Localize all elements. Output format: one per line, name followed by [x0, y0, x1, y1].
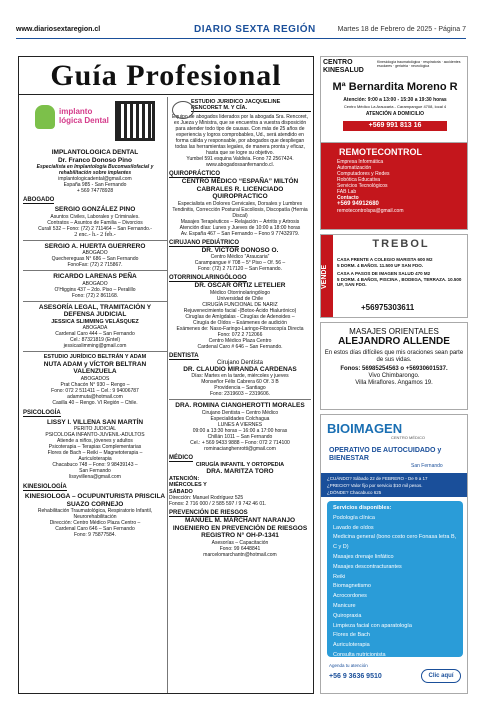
- kinesalud-phone[interactable]: +569 991 813 16: [343, 121, 447, 131]
- chiro-line: Atención días: Lunes y Jueves de 10:00 a 18:00 horas: [179, 224, 301, 231]
- lawyer-5-head: ESTUDIO JURÍDICO BELTRÁN Y ADAM: [43, 354, 147, 360]
- divider: [169, 399, 311, 400]
- ent-line: Rejuvenecimiento facial -(Botox-Ácido Hialurónico): [183, 307, 297, 314]
- rencoret-web[interactable]: www.abogadossanfernando.cl.: [205, 162, 275, 168]
- dentist-2-line: 09:00 a 13:30 horas – 16:00 a 17:00 horas: [192, 427, 288, 434]
- remotecontrol-item: Empresa Informática: [337, 159, 384, 165]
- section-prevencion: PREVENCIÓN DE RIESGOS: [169, 510, 248, 516]
- service-item: Acrocordones: [333, 593, 367, 600]
- ent-line: Cirugía de Oídos – Exámenes de audición: [193, 319, 287, 326]
- kine-line: Cardenal Caro 646 – San Fernando: [55, 526, 135, 532]
- lawyer-1-line: Contratos – Asuntos de Familia – Divorcios: [47, 219, 143, 226]
- professional-guide: [18, 56, 314, 694]
- psychologist-line: Psicoterapia – Terapias Complementarias: [48, 444, 142, 450]
- implant-ad: [23, 97, 167, 147]
- rencoret-phone: Yumbel 591 esquina Valdivia. Fono 72 2567424.: [186, 156, 294, 162]
- psychologist-email[interactable]: lissyvillena@gmail.com: [69, 474, 121, 480]
- service-item: Quiropraxia: [333, 612, 362, 619]
- remotecontrol-ad[interactable]: [320, 142, 468, 230]
- bioimagen-services: [327, 501, 463, 657]
- kinesalud-home: ATENCIÓN A DOMICILIO: [365, 111, 425, 117]
- justice-scale-icon: [172, 101, 194, 119]
- lawyer-4-sub: JESSICA SLIMMING VELÁSQUEZ: [51, 318, 139, 325]
- masajes-city: Vivo Chimbarongo.: [368, 373, 420, 379]
- trebol-vende: VENDE: [321, 235, 333, 318]
- site-url[interactable]: www.diariosextaregion.cl: [16, 26, 101, 33]
- dentist-2-line: LUNES A VIERNES: [217, 421, 263, 428]
- kine-line: Rehabilitación Traumatológica, Respiratorio Infantil, Neurorehabilitación: [37, 508, 153, 520]
- divider: [23, 351, 167, 352]
- divider: [23, 301, 167, 302]
- remotecontrol-item: Robótica Educativa: [337, 177, 381, 183]
- chiro-line: Masajes Terapéuticos – Relajación – Artritis y Artrosis: [180, 218, 300, 225]
- dentist-2-line: Cel.: + 569 9433 9888 – Fono: 072 2 714100: [190, 439, 290, 446]
- dentist-2-email[interactable]: rominacianghenrotti@gmail.com: [204, 445, 276, 452]
- remotecontrol-item: Computadores y Redes: [337, 171, 390, 177]
- surgeon-line: Centro Médico “Araucaria”: [210, 254, 270, 260]
- newspaper-name: DIARIO SEXTA REGIÓN: [194, 24, 316, 35]
- remotecontrol-email[interactable]: remotecontrolspa@gmail.com: [337, 208, 404, 214]
- ent-name: DR. ÓSCAR ORTIZ LETELIER: [194, 282, 286, 289]
- service-item: Auriculoterapia: [333, 642, 370, 649]
- service-item: Biomagnetismo: [333, 583, 371, 590]
- service-item: Podología clínica: [333, 514, 375, 521]
- masajes-address: Villa Miraflores. Angamos 19.: [355, 380, 433, 386]
- surgeon-name: DR. VÍCTOR DONOSO O.: [201, 246, 279, 254]
- divider: [23, 240, 167, 241]
- tooth-icon: [35, 105, 55, 129]
- ent-line: Universidad de Chile: [216, 295, 264, 302]
- bioimagen-operativo: OPERATIVO DE AUTOCUIDADO y BIENESTAR: [329, 447, 442, 462]
- doctor-address: Dirección: Manuel Rodríguez 525: [169, 495, 244, 501]
- dentist-2-line: Especialidades Colchagua: [210, 415, 270, 422]
- remotecontrol-contact: Contacto: [337, 195, 359, 201]
- kine-line: Fono: 9 75877584.: [74, 532, 116, 538]
- lawyer-2-line: FonoFax: (72) 2 715867.: [67, 262, 123, 268]
- service-item: Reiki: [333, 573, 346, 580]
- lawyer-4-name: ASESORÍA LEGAL, TRAMITACIÓN Y DEFENSA JUDICIAL: [38, 303, 152, 318]
- prevention-line: Fono: 99 6448841: [219, 545, 261, 552]
- dentist-1-line: Monseñor Félix Cabrera 60 Of. 3 B: [201, 379, 279, 385]
- surgeon-line: Carampangue # 708 – 5° Piso – Of. 56 –: [194, 260, 286, 266]
- lawyer-5-name: NUTA ADAM y VÍCTOR BELTRAN VALENZUELA: [43, 360, 147, 375]
- implant-specialty: Especialista en Implantología Bucomaxilofacial y rehabilitación sobre implantes: [36, 164, 154, 176]
- trebol-line: 5 DORM. 4 BAÑOS, PISCINA , BODEGA, TERRAZA. 10.500 UF, SAN FDO.: [337, 276, 462, 287]
- bioimagen-where: ¿DÓNDE? Chacabuco 625: [327, 490, 382, 495]
- prevention-name: MANUEL M. MARCHANT NARANJO INGENIERO EN PREVENCIÓN DE RIESGOS REGISTRO N° OH-P-1341: [172, 517, 308, 539]
- bioimagen-sub: CENTRO MÉDICO: [391, 435, 425, 440]
- dentist-1-line: Días: Martes en la tarde, miércoles y jueves: [191, 373, 289, 379]
- rencoret-body: Equipo de abogados liderados por la abogada Sra. Rencoret, ex Jueza y Ministra, que se encuentra a vuestra disposición para atender todo tipo de causas. Con más de 25 años de experiencia y logros comprobables, Ud., será atendido en forma cálida y responsable, por abogados que despliegan todas las herramientas legales, de manera pronta y eficaz, hasta que se logre su objetivo.: [172, 114, 308, 156]
- psychologist-line: Chacabuco 748 – Fono: 9 98439143 –: [52, 462, 138, 468]
- lawyer-3-line: Fono: (72) 2 861168.: [71, 292, 119, 299]
- service-item: Flores de Bach: [333, 632, 370, 639]
- section-cirujano: CIRUJANO PEDIÁTRICO: [169, 239, 240, 246]
- lawyer-2-name: SERGIO A. HUERTA GUERRERO: [44, 242, 146, 250]
- dentist-2-line: Chillán 1011 – San Fernando: [207, 433, 273, 440]
- dentist-2-line: Cirujano Dentista – Centro Médico: [201, 409, 279, 416]
- section-otorrino: OTORRINOLARINGÓLOGO: [169, 275, 247, 281]
- ent-line: CIRUGÍA FUNCIONAL DE NARIZ: [202, 301, 278, 308]
- lawyer-1-line: Curalí 532 – Fono: (72) 2 711464 – San Fernando.-: [38, 225, 152, 232]
- lawyer-3-line: O'Higgins 437 – 2do. Piso – Peralillo: [54, 286, 136, 293]
- bioimagen-when: ¿CUÁNDO? Sábado 22 de FEBRERO - De 9 a 17: [327, 476, 428, 481]
- trebol-phone[interactable]: +56975303611: [361, 303, 415, 312]
- lawyer-2-line: Quechereguas N° 686 – San Fernando: [51, 256, 139, 262]
- service-item: Masajes descontracturantes: [333, 563, 402, 570]
- lawyer-5-line: Prat Chacón N° 930 – Rengo –: [60, 381, 130, 388]
- psychologist-line: San Fernando: [79, 468, 111, 474]
- doctor-name: DRA. MARITZA TORO: [206, 468, 274, 475]
- trebol-logo: TREBOL: [372, 238, 430, 250]
- trebol-line: CASA A PASOS DE IMAGEN SALUD 470 M2: [337, 271, 431, 276]
- chiro-line: Av. España 467 – San Fernando – Fono 9 77432979.: [180, 230, 300, 237]
- lawyer-5-line[interactable]: adammuta@hotmail.com: [67, 393, 123, 400]
- remotecontrol-item: Servicios Tecnológicos: [337, 183, 388, 189]
- kine-name: KINESIOLOGA – OCUPUNTURISTA PRISCILA SUAZO CORNEJO: [24, 493, 166, 508]
- service-item: Manicure: [333, 602, 356, 609]
- surgeon-line: Fono: (72) 2 717120 – San Fernando.: [198, 266, 282, 272]
- lawyer-1-line: Asuntos Civiles, Laborales y Criminales.: [50, 213, 140, 220]
- ent-line: Centro Médico Plaza Centro: [208, 337, 272, 344]
- chiro-line: Especialista en Dolores Cervicales, Dorsales y Lumbres Tendinitis, Corrección Postural Escoliosis, Discopatía (Hernia Discal): [172, 200, 308, 219]
- section-psicologia: PSICOLOGÍA: [23, 409, 61, 416]
- trebol-ad[interactable]: [320, 234, 468, 318]
- section-medico: MÉDICO: [169, 454, 193, 461]
- masajes-name: ALEJANDRO ALLENDE: [338, 336, 450, 347]
- service-item: Consulta nutricionista: [333, 651, 386, 658]
- lawyer-4-line: Cel.: 87321819 (Entel): [69, 337, 121, 343]
- lawyer-4-line[interactable]: jessicaslimming@gmail.com: [63, 343, 127, 349]
- dentist-1-name: DR. CLAUDIO MIRANDA CARDENAS: [183, 365, 297, 373]
- services-title: Servicios disponibles:: [333, 505, 392, 511]
- rencoret-head: ESTUDIO JURIDICO JACQUELINE RENCORET M. Y CÍA.: [191, 99, 311, 112]
- bioimagen-price: ¿PRECIO? Valor fijo por servicio $10 mil pesos.: [327, 483, 423, 488]
- doctor-phones: Fonos: 2 716 000 / 2 585 597 / 9 742 46 01.: [169, 501, 267, 507]
- clic-aqui-button[interactable]: Clic aquí: [421, 669, 461, 683]
- lawyer-5-line: Casilla 40 – Rengo. VI Región – Chile.: [52, 399, 138, 406]
- dentist-1-line: Providencia – Santiago: [214, 385, 266, 391]
- chiro-name: CENTRO MÉDICO “ESPAÑA” MILTÓN CABRALES R. LICENCIADO QUIROPRACTICO: [181, 178, 299, 200]
- ent-line: Fono: 072 2 712066: [217, 331, 263, 338]
- service-item: Lavado de oídos: [333, 524, 374, 531]
- bioimagen-city: San Fernando: [411, 463, 443, 469]
- kinesalud-name: Mª Bernardita Moreno R: [332, 81, 458, 93]
- prevention-line: Asesorías – Capacitación: [211, 539, 269, 546]
- remotecontrol-phone[interactable]: +569 94912680: [337, 201, 379, 207]
- lawyer-3-line: ABOGADO: [82, 280, 108, 287]
- ent-line: Cardenal Caro # 646 – San Fernando.: [197, 343, 283, 350]
- trebol-line: 5 DORM. 4 BAÑOS. 11.500 UF SAN FDO.: [337, 262, 424, 268]
- service-item: Limpieza facial con aparatología: [333, 622, 412, 629]
- psychologist-line: Auriculoterapia: [78, 456, 112, 462]
- doctor-attention: ATENCIÓN: MIÉRCOLES Y SÁBADO: [169, 475, 207, 495]
- kine-line: Dirección: Centro Médico Plaza Centro –: [49, 520, 141, 526]
- remotecontrol-item: FAB Lab: [337, 189, 357, 195]
- lawyer-3-name: RICARDO LARENAS PEÑA: [53, 273, 137, 280]
- remotecontrol-item: Automatización: [337, 165, 372, 171]
- masajes-message: En estos días difíciles que mis oraciones sean parte de sus vidas.: [324, 350, 464, 363]
- psychologist-line: Flores de Bach – Reiki – Magnetoterapia –: [47, 450, 143, 456]
- masajes-ad[interactable]: [320, 322, 468, 410]
- implant-address: España 985 - San Fernando: [63, 182, 127, 188]
- kinesalud-sub: Kinesiología traumatológica · respiratoria · accidentes escolares · geriatría · neurológica: [377, 60, 461, 68]
- ent-line: Exámenes de: Naso-Faringo-Laringo-Fibroscopía Directa: [176, 325, 304, 332]
- divider: [23, 270, 167, 271]
- psychologist-line: PSICOLOGA INFANTO-JUVENIL-ADULTOS: [45, 432, 145, 438]
- lawyer-1-line: 2 enc.- h.- 2 feb.-: [74, 231, 116, 238]
- header-rule: [16, 38, 466, 39]
- column-divider: [167, 97, 168, 693]
- lawyer-4-line: Cardenal Caro 444 – San Fernando: [55, 331, 135, 337]
- bioimagen-ad[interactable]: [320, 414, 468, 694]
- lawyer-1-name: SERGIO GONZÁLEZ PINO: [54, 206, 136, 213]
- kinesalud-hours: Atención: 9:00 a 13:00 - 15:30 a 19:30 horas: [343, 97, 447, 103]
- section-dentista: DENTISTA: [169, 352, 199, 359]
- masajes-title: MASAJES ORIENTALES: [349, 327, 439, 336]
- lawyer-5-line: ABOGADOS: [80, 375, 110, 382]
- lawyer-2-line: ABOGADO: [82, 250, 108, 256]
- lawyer-5-line: Fono: 072 2 511411 – Cel.: 9 94006787: [51, 387, 139, 394]
- lawyer-4-line: ABOGADA: [82, 325, 108, 331]
- page-header: [16, 24, 466, 38]
- section-abogado: ABOGADO: [23, 197, 55, 203]
- service-item: Masajes drenaje linfático: [333, 553, 394, 560]
- issue-date: Martes 18 de Febrero de 2025 - Página 7: [337, 26, 466, 33]
- kinesalud-logo: CENTRO KINESALUD: [323, 59, 364, 74]
- bioimagen-agenda: Agenda tu atención: [329, 663, 368, 668]
- guide-mid-column: [169, 97, 311, 558]
- dentist-2-name: DRA. ROMINA CIANGHEROTTI MORALES: [175, 402, 305, 409]
- section-kinesiologia: KINESIOLOGÍA: [23, 484, 67, 490]
- guide-title: Guía Profesional: [19, 57, 313, 95]
- guide-left-column: [23, 97, 167, 538]
- ent-line: Cirugías de Amígdalas - Cirugías de Adenoides –: [185, 313, 295, 320]
- section-quiropractico: QUIROPRÁCTICO: [169, 171, 220, 177]
- qr-code-icon[interactable]: [115, 101, 155, 141]
- masajes-phones[interactable]: Fonos: 56985254563 o +56930601537.: [340, 366, 448, 372]
- implant-email[interactable]: implantologicadental@gmail.com: [58, 176, 132, 182]
- ent-line: Médico Otorrinolaringólogo: [209, 289, 271, 296]
- dentist-1-line: Fono: 2319603 – 2319606.: [209, 391, 271, 397]
- psychologist-line: PERITO JUDICIAL: [73, 426, 117, 432]
- psychologist-name: LISSY I. VILLENA SAN MARTÍN: [46, 418, 144, 426]
- remotecontrol-logo: REMOTECONTROL: [339, 147, 422, 157]
- prevention-email[interactable]: marcelomarchantn@hotmail.com: [203, 551, 277, 558]
- bioimagen-logo: BIOIMAGEN: [327, 421, 403, 436]
- psychologist-line: Atiende a niños, jóvenes y adultos: [57, 438, 133, 444]
- kinesalud-address: Centro Médico La Araucaria - Carampangue 4708, local 4: [343, 104, 447, 109]
- implant-phone: + 569 74778928: [76, 188, 114, 194]
- implant-doctor: Dr. Franco Donoso Pino: [57, 156, 133, 164]
- trebol-line: CASA FRENTE A COLEGIO MARISTA 600 M2: [337, 257, 433, 262]
- doctor-specialty: CIRUGÍA INFANTIL Y ORTOPEDIA: [195, 461, 285, 468]
- implant-title: IMPLANTOLOGICA DENTAL: [51, 149, 139, 156]
- dentist-1-role: Cirujano Dentista: [216, 359, 264, 366]
- bioimagen-phone[interactable]: +56 9 3636 9510: [329, 673, 382, 680]
- implant-logo: implanto lógica Dental: [59, 107, 109, 125]
- service-item: Medicina general (bono costo cero Fonasa letra B, C y D): [333, 534, 457, 551]
